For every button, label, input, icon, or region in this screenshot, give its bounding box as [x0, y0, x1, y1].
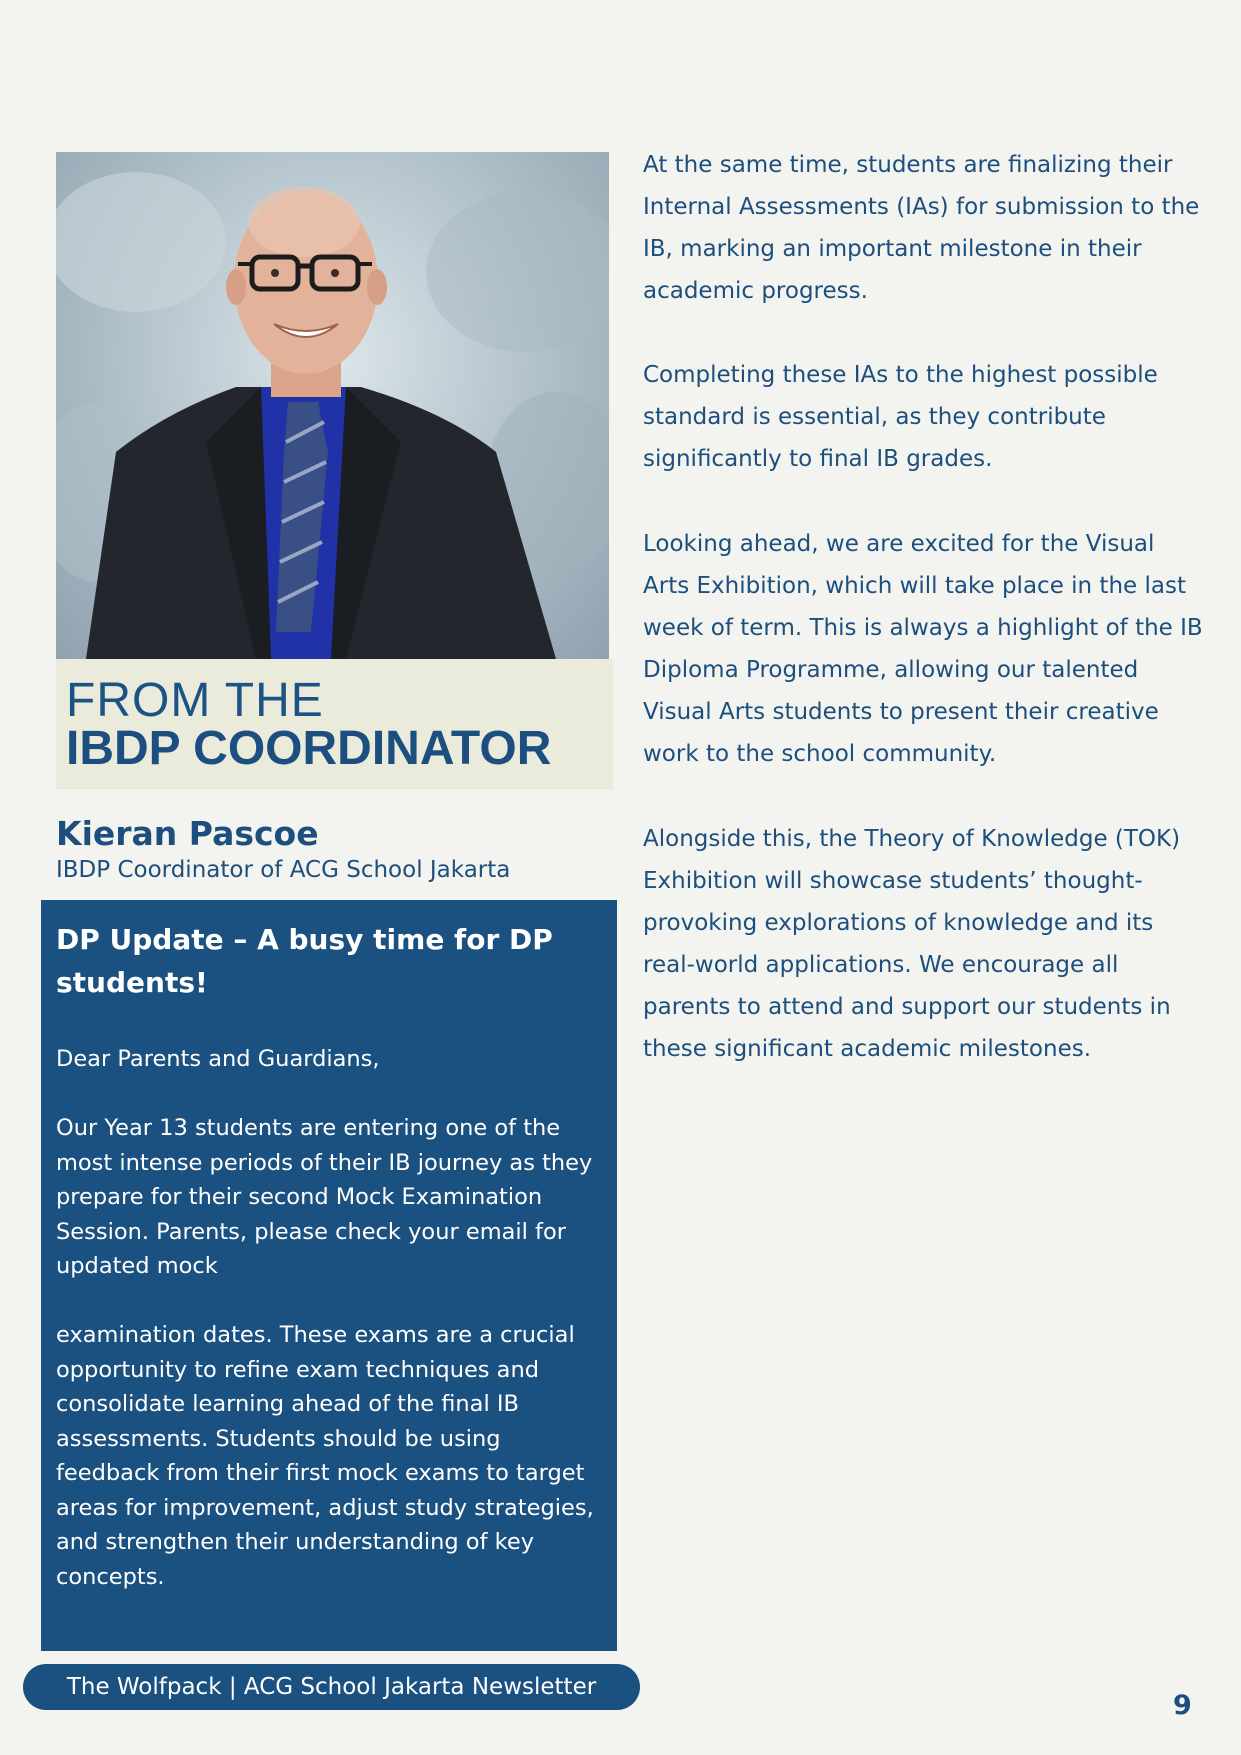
coordinator-portrait-photo [56, 152, 609, 659]
section-title-line1: FROM THE [66, 674, 324, 727]
newsletter-footer-label: The Wolfpack | ACG School Jakarta Newsletter [23, 1664, 640, 1710]
left-paragraph-3: examination dates. These exams are a crucial opportunity to refine exam techniques and consolidate learning ahead of the final IB assessments. Students should be using feedback from their first mock exams to target areas for improvement, adjust study strategies, and strengthen their understanding of key concepts. [56, 1322, 594, 1590]
section-title-line2: IBDP COORDINATOR [66, 722, 552, 775]
left-paragraph-1: Dear Parents and Guardians, [56, 1046, 380, 1072]
update-text-box [41, 900, 617, 1651]
right-paragraph-2: Completing these IAs to the highest possible standard is essential, as they contribute significantly to final IB grades. [643, 362, 1158, 472]
author-role: IBDP Coordinator of ACG School Jakarta [56, 857, 511, 883]
right-paragraph-3: Looking ahead, we are excited for the Visual Arts Exhibition, which will take place in the last week of term. This is always a highlight of the IB Diploma Programme, allowing our talented Visual Arts students to present their creative work to the school community. [643, 531, 1203, 767]
section-title-banner [56, 659, 613, 789]
author-name: Kieran Pascoe [56, 814, 319, 853]
right-paragraph-1: At the same time, students are finalizing their Internal Assessments (IAs) for submission to the IB, marking an important milestone in their academic progress. [643, 152, 1200, 304]
update-heading: DP Update – A busy time for DP students! [56, 923, 553, 999]
page-number: 9 [1173, 1690, 1192, 1721]
right-paragraph-4: Alongside this, the Theory of Knowledge (TOK) Exhibition will showcase students’ thought-provoking explorations of knowledge and its real-world applications. We encourage all parents to attend and support our students in these significant academic milestones. [643, 826, 1181, 1062]
left-paragraph-2: Our Year 13 students are entering one of the most intense periods of their IB journey as they prepare for their second Mock Examination Session. Parents, please check your email for updated mock [56, 1115, 593, 1279]
